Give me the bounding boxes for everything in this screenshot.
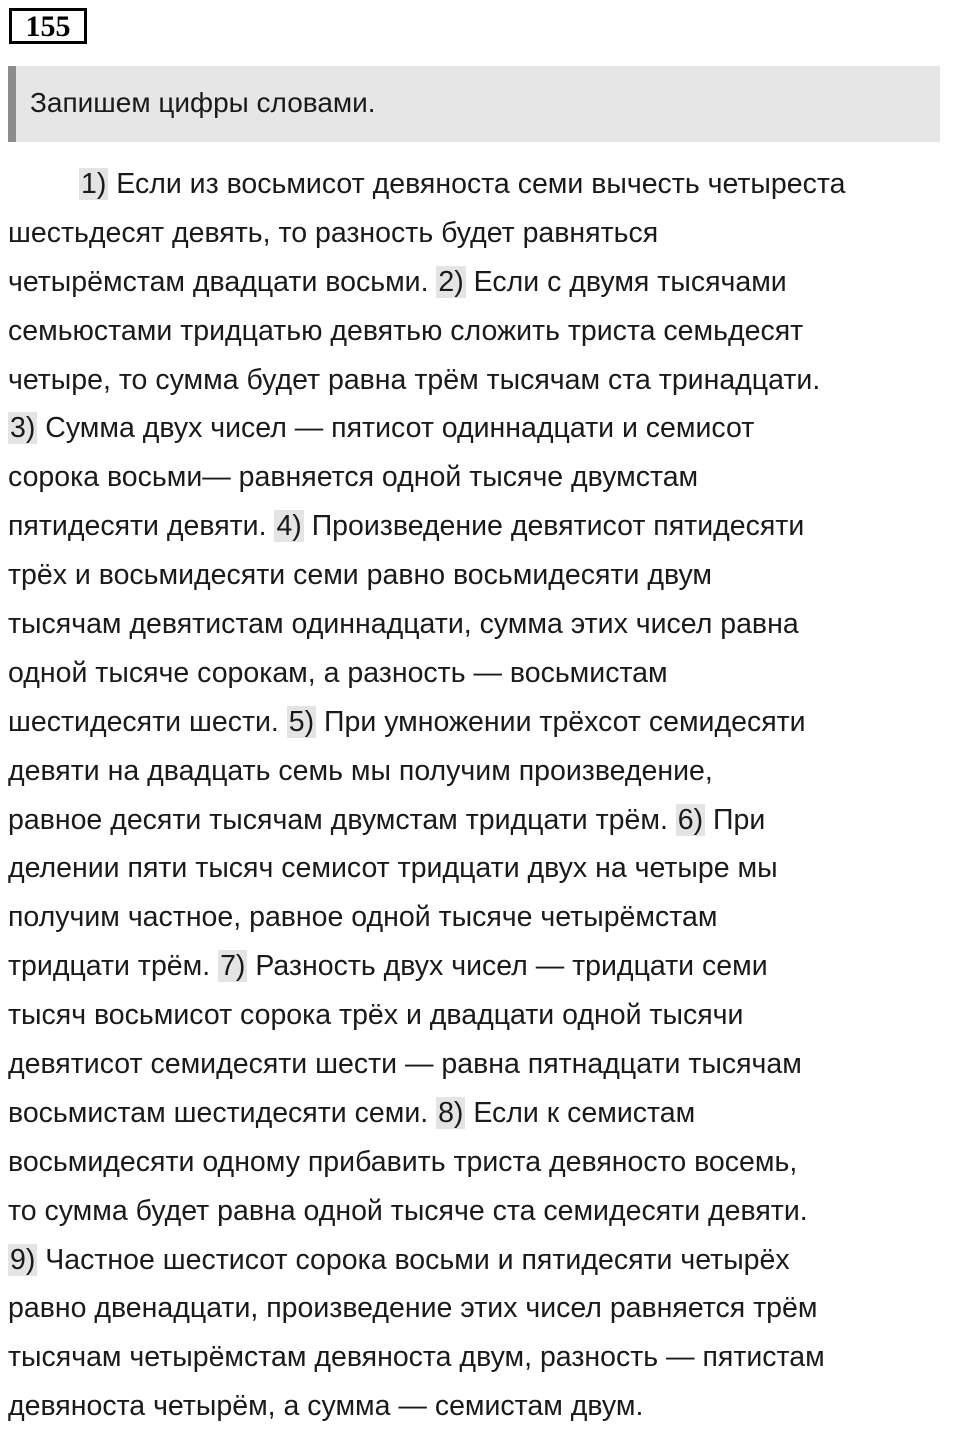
text-line xyxy=(8,1089,952,1138)
text-line xyxy=(8,1138,952,1187)
text-fragment: равно двенадцати, произведение этих чисел равняется трём xyxy=(8,1292,818,1325)
item-number: 4) xyxy=(276,510,302,543)
text-fragment: пятидесяти девяти. xyxy=(8,510,275,543)
instruction-text: Запишем цифры словами. xyxy=(30,87,376,118)
answer-text xyxy=(8,160,952,1431)
text-fragment: делении пяти тысяч семисот тридцати двух на четыре мы xyxy=(8,852,778,885)
text-line xyxy=(8,1382,952,1431)
text-fragment: четырёмстам двадцати восьми. xyxy=(8,265,437,298)
item-number: 5) xyxy=(288,705,315,738)
text-line xyxy=(8,356,952,405)
text-line xyxy=(8,600,952,649)
text-line xyxy=(8,258,952,307)
text-line xyxy=(8,747,952,796)
text-fragment: семьюстами тридцатью девятью сложить триста семьдесят xyxy=(8,314,804,347)
text-fragment: сорока восьми— равняется одной тысяче двумстам xyxy=(8,461,699,494)
text-line xyxy=(8,1284,952,1333)
text-fragment: тысяч восьмисот сорока трёх и двадцати одной тысячи xyxy=(8,999,744,1032)
text-fragment: При умножении трёхсот семидесяти xyxy=(316,705,806,738)
task-number: 155 xyxy=(25,10,71,43)
text-line xyxy=(8,698,952,747)
item-number: 1) xyxy=(81,168,107,200)
text-fragment: восьмидесяти одному прибавить триста девяносто восемь, xyxy=(8,1145,798,1178)
instruction-banner xyxy=(8,66,940,142)
text-line xyxy=(8,844,952,893)
text-fragment: то сумма будет равна одной тысяче ста семидесяти девяти. xyxy=(8,1194,808,1227)
text-line xyxy=(8,1236,952,1285)
text-fragment: Частное шестисот сорока восьми и пятидесяти четырёх xyxy=(37,1243,790,1276)
item-number: 6) xyxy=(677,803,704,836)
text-line xyxy=(8,502,952,551)
text-fragment: При xyxy=(705,803,766,836)
text-fragment: Если из восьмисот девяноста семи вычесть четыреста xyxy=(108,168,846,200)
text-fragment: шестьдесят девять, то разность будет равняться xyxy=(8,216,659,249)
item-number: 2) xyxy=(438,265,464,298)
text-line xyxy=(8,796,952,845)
text-fragment: девяноста четырём, а сумма — семистам двум. xyxy=(8,1390,644,1423)
text-line xyxy=(8,1333,952,1382)
text-line xyxy=(8,209,952,258)
text-fragment: Сумма двух чисел — пятисот одиннадцати и семисот xyxy=(37,412,755,445)
text-fragment: шестидесяти шести. xyxy=(8,705,287,738)
text-fragment: Если с двумя тысячами xyxy=(465,265,787,298)
text-line xyxy=(8,307,952,356)
text-fragment: девятисот семидесяти шести — равна пятнадцати тысячам xyxy=(8,1048,802,1081)
task-number-box xyxy=(9,8,87,44)
text-line xyxy=(8,160,952,209)
text-line xyxy=(8,551,952,600)
item-number: 3) xyxy=(10,412,36,445)
text-fragment: Произведение девятисот пятидесяти xyxy=(303,510,805,543)
text-fragment: трёх и восьмидесяти семи равно восьмидесяти двум xyxy=(8,559,712,592)
item-number: 7) xyxy=(220,950,246,983)
text-fragment: четыре, то сумма будет равна трём тысячам ста тринадцати. xyxy=(8,363,821,396)
text-fragment: Если к семистам xyxy=(465,1096,696,1129)
text-line xyxy=(8,1187,952,1236)
text-line xyxy=(8,404,952,453)
text-fragment: одной тысяче сорокам, а разность — восьмистам xyxy=(8,656,668,689)
text-fragment: получим частное, равное одной тысяче четырёмстам xyxy=(8,901,718,934)
text-fragment: Разность двух чисел — тридцати семи xyxy=(247,950,768,983)
text-line xyxy=(8,991,952,1040)
text-fragment: тридцати трём. xyxy=(8,950,219,983)
text-line xyxy=(8,893,952,942)
item-number: 8) xyxy=(438,1096,464,1129)
text-fragment: тысячам девятистам одиннадцати, сумма этих чисел равна xyxy=(8,608,799,641)
text-fragment: равное десяти тысячам двумстам тридцати трём. xyxy=(8,803,676,836)
text-fragment: девяти на двадцать семь мы получим произведение, xyxy=(8,754,713,787)
text-line xyxy=(8,453,952,502)
text-line xyxy=(8,942,952,991)
text-line xyxy=(8,649,952,698)
text-fragment: тысячам четырёмстам девяноста двум, разность — пятистам xyxy=(8,1341,825,1374)
item-number: 9) xyxy=(10,1243,36,1276)
text-line xyxy=(8,1040,952,1089)
text-fragment: восьмистам шестидесяти семи. xyxy=(8,1096,437,1129)
